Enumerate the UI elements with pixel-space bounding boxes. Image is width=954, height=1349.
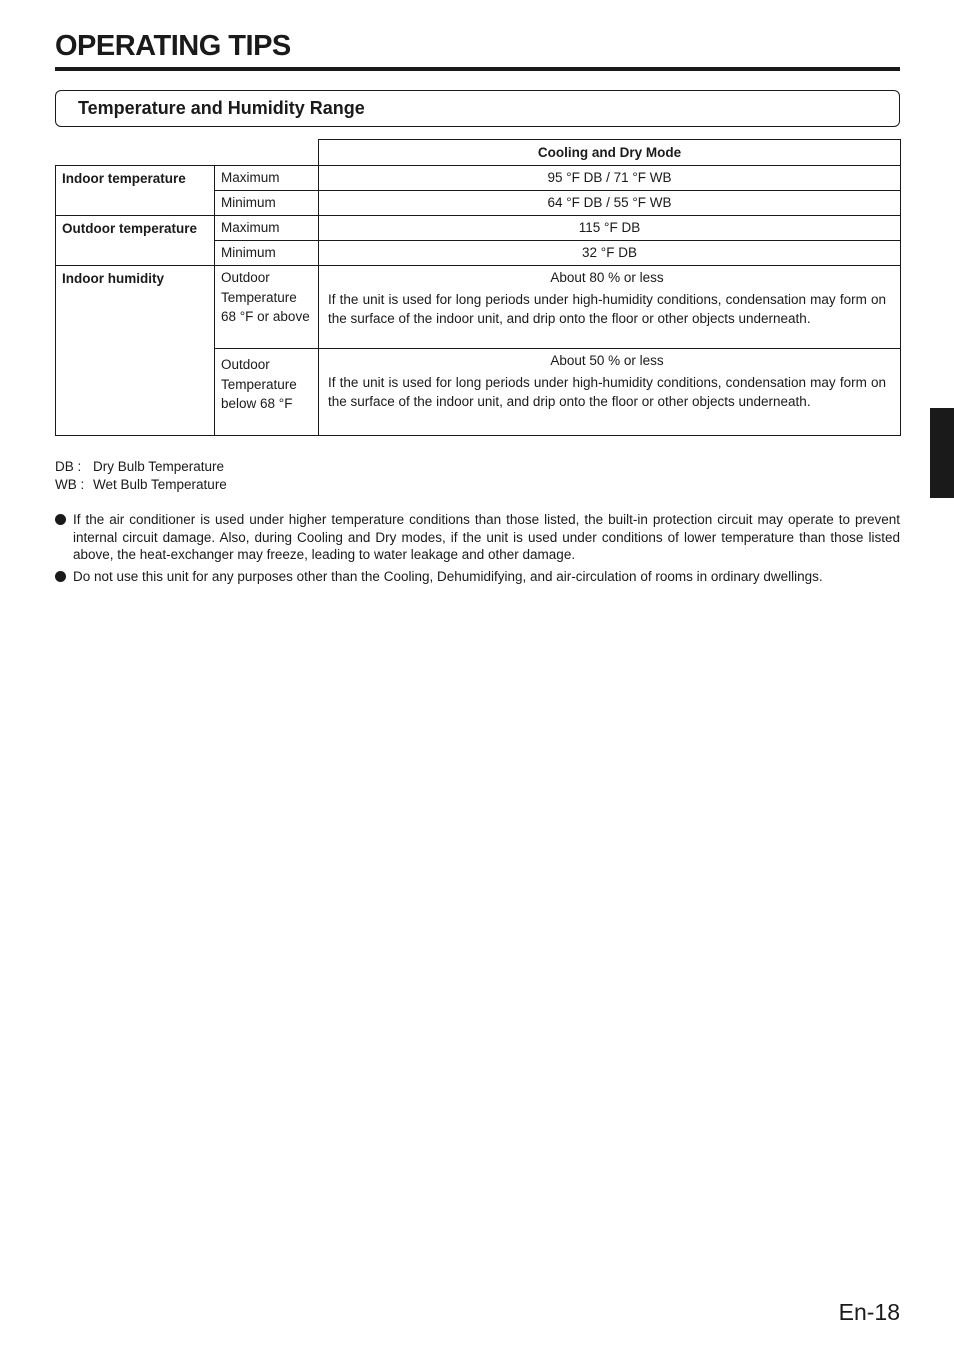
humidity-value-low <box>319 349 901 436</box>
condition-line: Temperature <box>221 376 297 392</box>
list-item <box>55 568 900 586</box>
humidity-condition-high <box>215 266 319 349</box>
condition-line: Outdoor <box>221 270 270 285</box>
outdoor-temperature-label: Outdoor temperature <box>56 216 215 266</box>
section-header-box <box>55 90 900 127</box>
table-header-row <box>56 140 901 166</box>
list-item <box>55 511 900 564</box>
outdoor-max-value: 115 °F DB <box>319 216 901 241</box>
humidity-condition-low <box>215 349 319 436</box>
table-row <box>56 216 901 241</box>
legend-item <box>55 476 227 494</box>
outdoor-min-value: 32 °F DB <box>319 241 901 266</box>
condition-line: Temperature <box>221 289 297 305</box>
table-row <box>56 166 901 191</box>
note-text: Do not use this unit for any purposes other than the Cooling, Dehumidifying, and air-circulation of rooms in ordinary dwellings. <box>73 568 823 584</box>
indoor-min-label: Minimum <box>215 191 319 216</box>
bullet-dot-icon <box>55 571 66 582</box>
humidity-value-high <box>319 266 901 349</box>
outdoor-max-label: Maximum <box>215 216 319 241</box>
indoor-humidity-label: Indoor humidity <box>56 266 215 436</box>
table-corner-blank <box>56 140 319 166</box>
indoor-max-value: 95 °F DB / 71 °F WB <box>319 166 901 191</box>
indoor-min-value: 64 °F DB / 55 °F WB <box>319 191 901 216</box>
legend-abbr: DB : <box>55 459 82 474</box>
notes-list <box>55 511 900 589</box>
humidity-limit-low: About 50 % or less <box>550 353 664 368</box>
note-text: If the air conditioner is used under higher temperature conditions than those listed, the built-in protection circuit may operate to prevent internal circuit damage. Also, during Cooling and Dry modes, if the unit is used under conditions of lower temperature than those listed above, the heat-exchanger may freeze, leading to water leakage and other damage. <box>73 512 900 562</box>
legend-abbr: WB : <box>55 477 85 492</box>
table-row <box>56 266 901 349</box>
legend-text: Dry Bulb Temperature <box>93 459 225 474</box>
chapter-side-tab <box>930 408 954 498</box>
indoor-max-label: Maximum <box>215 166 319 191</box>
bullet-dot-icon <box>55 514 66 525</box>
title-rule <box>55 67 900 71</box>
temperature-humidity-table <box>55 139 901 436</box>
condition-line: Outdoor <box>221 357 270 372</box>
page-title: OPERATING TIPS <box>55 30 291 62</box>
abbreviation-legend <box>55 458 227 494</box>
humidity-note-high: If the unit is used for long periods under high-humidity conditions, condensation may form on the surface of the indoor unit, and drip onto the floor or other objects underneath. <box>328 291 886 326</box>
condition-line: 68 °F or above <box>221 309 310 324</box>
column-header-cooling-dry: Cooling and Dry Mode <box>319 140 901 166</box>
outdoor-min-label: Minimum <box>215 241 319 266</box>
legend-item <box>55 458 227 476</box>
condition-line: below 68 °F <box>221 396 293 411</box>
page-number: En-18 <box>838 1299 900 1325</box>
humidity-note-low: If the unit is used for long periods under high-humidity conditions, condensation may form on the surface of the indoor unit, and drip onto the floor or other objects underneath. <box>328 374 886 409</box>
indoor-temperature-label: Indoor temperature <box>56 166 215 216</box>
humidity-limit-high: About 80 % or less <box>550 270 664 285</box>
section-title: Temperature and Humidity Range <box>78 98 365 118</box>
legend-text: Wet Bulb Temperature <box>93 477 227 492</box>
